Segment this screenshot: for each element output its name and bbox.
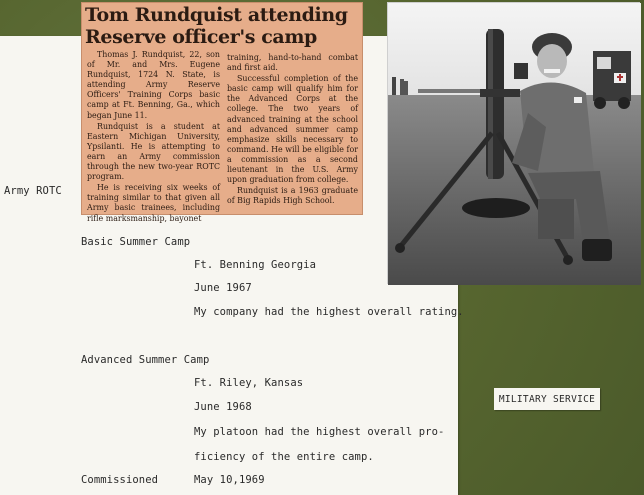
- side-label: Army ROTC: [4, 185, 62, 197]
- basic-camp-location: Ft. Benning Georgia: [194, 259, 317, 271]
- clipping-paragraph: Successful completion of the basic camp will qualify him for the Advanced Corps at the college. The two years of advanced training at the school and advanced summer camp emphasize skills necessary to command. He will be eligible for a commission as a second lieutenant in the U.S. Army upon graduation from college.: [227, 74, 358, 185]
- clipping-headline-line-2: Reserve officer's camp: [85, 26, 317, 48]
- clipping-headline-line-1: Tom Rundquist attending: [85, 4, 348, 26]
- photo-illustration: [388, 3, 641, 285]
- commissioned-date: May 10,1969: [194, 474, 265, 486]
- basic-camp-note: My company had the highest overall rating.: [194, 306, 464, 318]
- advanced-camp-date: June 1968: [194, 401, 252, 413]
- advanced-camp-location: Ft. Riley, Kansas: [194, 377, 304, 389]
- clipping-paragraph: Rundquist is a 1963 graduate of Big Rapids High School.: [227, 186, 358, 206]
- clipping-paragraph: training, hand-to-hand combat and first aid.: [227, 53, 358, 73]
- clipping-column-1: [87, 50, 220, 224]
- soldier-with-mortar-photo: [387, 2, 640, 284]
- newspaper-clipping: [81, 2, 363, 223]
- advanced-camp-note-line-2: ficiency of the entire camp.: [194, 451, 374, 463]
- basic-camp-heading: Basic Summer Camp: [81, 236, 191, 248]
- advanced-camp-note-line-1: My platoon had the highest overall pro-: [194, 426, 445, 438]
- clipping-column-2: [227, 53, 358, 206]
- advanced-camp-heading: Advanced Summer Camp: [81, 354, 210, 366]
- clipping-headline: [85, 4, 361, 48]
- clipping-paragraph: He is receiving six weeks of training similar to that given all Army basic trainees, including rifle marksmanship, bayonet: [87, 183, 220, 223]
- clipping-paragraph: Rundquist is a student at Eastern Michigan University, Ypsilanti. He is attempting to earn an Army commission through the new two-year ROTC program.: [87, 121, 220, 182]
- basic-camp-date: June 1967: [194, 282, 252, 294]
- clipping-paragraph: Thomas J. Rundquist, 22, son of Mr. and Mrs. Eugene Rundquist, 1724 N. State, is attending Army Reserve Officers' Training Corps basic camp at Ft. Benning, Ga., which began June 11.: [87, 50, 220, 120]
- military-service-label: MILITARY SERVICE: [494, 388, 600, 410]
- commissioned-label: Commissioned: [81, 474, 159, 486]
